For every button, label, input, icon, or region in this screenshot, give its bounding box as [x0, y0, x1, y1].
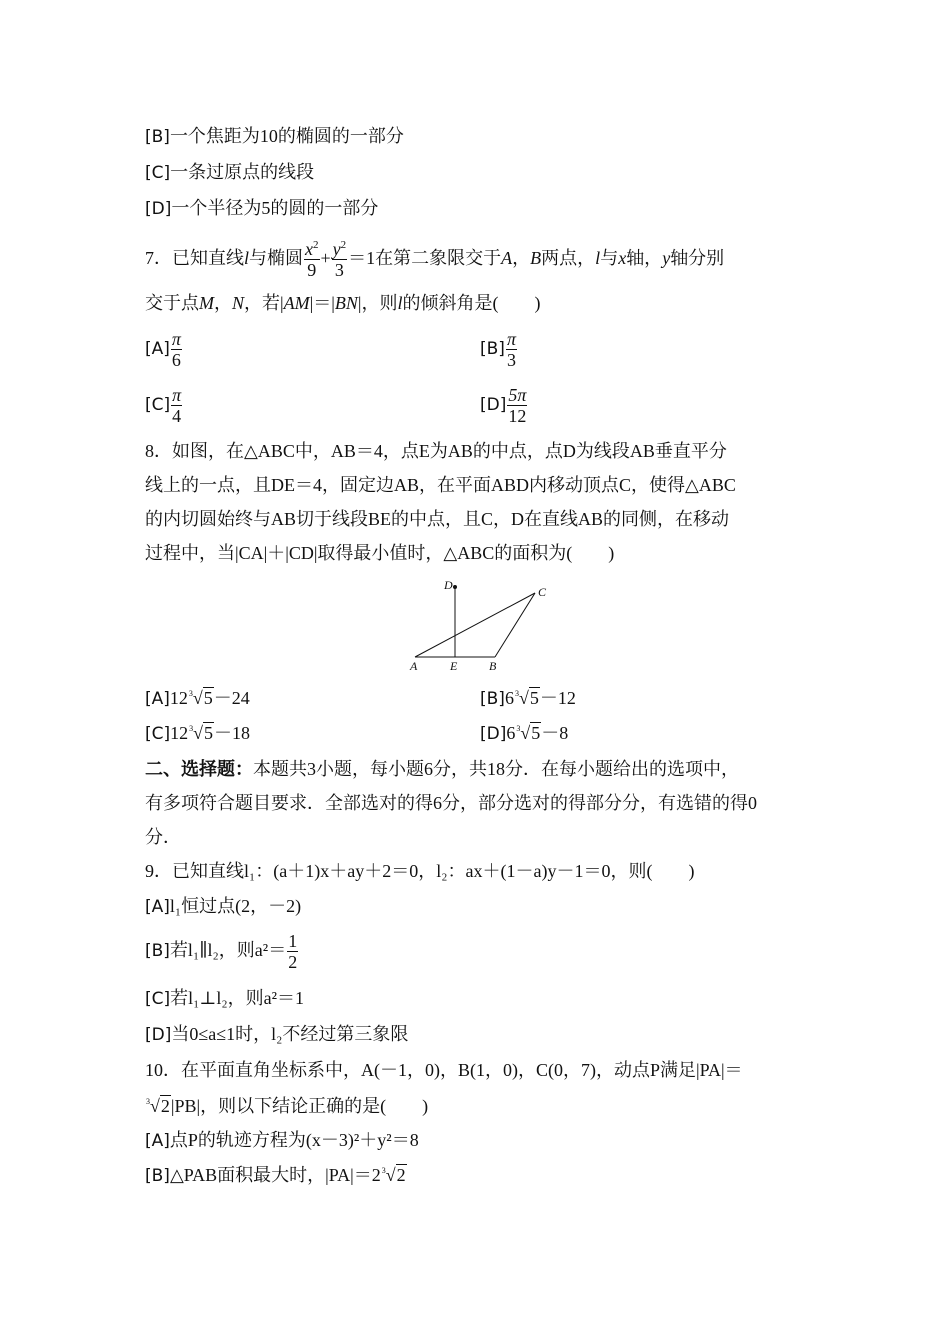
fraction	[507, 385, 527, 426]
root-index: 3	[189, 724, 194, 733]
coef: 12	[170, 723, 189, 743]
cube-root: 3 √2	[381, 1163, 407, 1187]
option-tag: [C]	[145, 163, 171, 183]
option-tag: [B]	[145, 1166, 170, 1186]
q8-stem-line3: 的内切圆始终与AB切于线段BE的中点，且C，D在直线AB的同侧，在移动	[145, 509, 730, 529]
stem-text: 与椭圆	[249, 248, 304, 268]
stem-text: 轴，	[626, 248, 663, 268]
root-index: 3	[188, 689, 193, 698]
option-text: 若l₁⊥l₂，则a²＝1	[170, 988, 305, 1008]
section-text: 本题共3小题，每小题6分，共18分．在每小题给出的选项中，	[253, 759, 739, 779]
label-c: C	[538, 585, 547, 599]
q9-option-c	[145, 986, 304, 1011]
label-b: B	[489, 659, 497, 673]
option-text: l₁恒过点(2，－2)	[169, 896, 302, 916]
punct: ，	[214, 293, 232, 313]
q9-option-b	[145, 930, 299, 972]
var-b: B	[530, 248, 542, 268]
var-am: AM	[283, 293, 310, 313]
radicand: 5	[204, 723, 214, 743]
q7-option-c	[145, 384, 183, 426]
radicand: 2	[160, 1096, 170, 1116]
radicand: 5	[531, 723, 541, 743]
punct: ，	[512, 248, 531, 268]
fraction	[506, 329, 517, 370]
stem-text: |PB|，则以下结论正确的是( )	[170, 1096, 429, 1116]
var-l: l	[397, 293, 403, 313]
q9-option-d	[145, 1022, 408, 1047]
segment-ac	[415, 593, 535, 657]
fraction	[171, 329, 182, 370]
option-tag: [C]	[145, 724, 171, 744]
coef: 6	[506, 723, 516, 743]
q10-stem-line1: 10．在平面直角坐标系中，A(－1，0)，B(1，0)，C(0，7)，动点P满足|PA|＝	[145, 1060, 743, 1080]
q10-option-a	[145, 1128, 419, 1153]
stem-text: ，若|	[244, 293, 284, 313]
exponent: 2	[313, 239, 319, 252]
root-index: 3	[516, 724, 521, 733]
fraction-y2-3	[332, 239, 348, 280]
tail: －8	[541, 723, 569, 743]
coef: 12	[169, 688, 188, 708]
numerator: π	[506, 329, 516, 350]
triangle-figure	[405, 578, 555, 678]
q8-option-c	[145, 721, 250, 746]
stem-text: 已知直线	[172, 248, 244, 268]
cube-root: 3 √5	[515, 721, 541, 745]
cube-root: 3 √5	[514, 686, 540, 710]
option-text: 若l₁∥l₂，则a²＝	[169, 940, 287, 960]
option-tag: [B]	[145, 127, 170, 147]
tail: －24	[213, 688, 250, 708]
option-tag: [B]	[480, 339, 505, 359]
q10-stem-line2	[145, 1094, 428, 1118]
denominator: 9	[307, 260, 317, 281]
option-text: △PAB面积最大时，|PA|＝2	[169, 1165, 381, 1185]
section2-line3: 分．	[145, 827, 181, 847]
var-l: l	[244, 248, 250, 268]
denominator: 3	[506, 350, 516, 371]
option-tag: [B]	[145, 941, 170, 961]
var-m: M	[199, 293, 214, 313]
var-y: y	[662, 248, 671, 268]
point-d	[453, 585, 457, 589]
option-tag: [A]	[145, 339, 170, 359]
stem-text: 的倾斜角是( )	[402, 293, 541, 313]
denominator: 2	[288, 952, 298, 973]
q8-option-d	[480, 721, 568, 746]
stem-text: 两点，	[541, 248, 596, 268]
label-e: E	[450, 659, 458, 673]
var-bn: BN	[334, 293, 358, 313]
option-tag: [C]	[145, 989, 171, 1009]
root-index: 3	[381, 1166, 386, 1175]
stem-text: ＝1在第二象限交于	[348, 248, 502, 268]
option-tag: [D]	[145, 199, 172, 219]
q8-option-b	[480, 686, 576, 711]
numerator: y	[332, 239, 341, 260]
q8-stem-line2: 线上的一点，且DE＝4，固定边AB，在平面ABD内移动顶点C，使得△ABC	[145, 475, 736, 495]
var-x: x	[618, 248, 627, 268]
section-title: 二、选择题：	[145, 759, 253, 779]
q9-option-a	[145, 894, 301, 919]
var-l: l	[595, 248, 601, 268]
label-d: D	[444, 578, 453, 592]
numerator: 1	[288, 931, 298, 952]
radicand: 5	[529, 688, 539, 708]
radicand: 5	[203, 688, 213, 708]
q6-option-c	[145, 160, 314, 185]
option-tag: [A]	[145, 897, 170, 917]
coef: 6	[504, 688, 514, 708]
q8-stem-line1: 8．如图，在△ABC中，AB＝4，点E为AB的中点，点D为线段AB垂直平分	[145, 441, 727, 461]
label-a: A	[410, 659, 418, 673]
var-n: N	[232, 293, 245, 313]
stem-text: 与	[600, 248, 619, 268]
cube-root: 3 √2	[145, 1094, 171, 1118]
var-a: A	[501, 248, 513, 268]
option-text: 当0≤a≤1时，l₂不经过第三象限	[171, 1024, 409, 1044]
q7-option-a	[145, 328, 183, 370]
numerator: 5π	[508, 385, 527, 406]
denominator: 12	[508, 406, 527, 427]
fraction	[171, 385, 182, 426]
q8-stem-line4: 过程中，当|CA|＋|CD|取得最小值时，△ABC的面积为( )	[145, 543, 615, 563]
option-tag: [D]	[480, 395, 507, 415]
stem-text: 轴分别	[670, 248, 725, 268]
section2-heading	[145, 757, 739, 781]
q7-stem-line1	[145, 238, 724, 280]
numerator: π	[172, 385, 182, 406]
option-text: 一个半径为5的圆的一部分	[171, 198, 379, 218]
cube-root: 3 √5	[188, 721, 214, 745]
option-tag: [C]	[145, 395, 171, 415]
option-text: 点P的轨迹方程为(x－3)²＋y²＝8	[169, 1130, 419, 1150]
option-text: 一个焦距为10的椭圆的一部分	[169, 126, 404, 146]
q6-option-d	[145, 196, 378, 221]
exponent: 2	[340, 239, 347, 252]
q7-option-d	[480, 384, 528, 426]
numerator: x	[305, 239, 314, 260]
q7-option-b	[480, 328, 518, 370]
denominator: 4	[172, 406, 182, 427]
q6-option-b	[145, 124, 404, 149]
question-number: 7．	[145, 248, 172, 268]
stem-text: |＝|	[309, 293, 335, 313]
stem-text: |，则	[357, 293, 398, 313]
plus-sign: +	[320, 248, 331, 268]
radicand: 2	[396, 1165, 406, 1185]
cube-root: 3 √5	[188, 686, 214, 710]
stem-text: 交于点	[145, 293, 199, 313]
denominator: 3	[334, 260, 344, 281]
option-tag: [B]	[480, 689, 505, 709]
q8-option-a	[145, 686, 250, 711]
option-tag: [A]	[145, 1131, 170, 1151]
tail: －12	[539, 688, 576, 708]
tail: －18	[214, 723, 251, 743]
section2-line2: 有多项符合题目要求．全部选对的得6分，部分选对的得部分分，有选错的得0	[145, 793, 757, 813]
numerator: π	[171, 329, 181, 350]
option-text: 一条过原点的线段	[170, 162, 315, 182]
option-tag: [D]	[145, 1025, 172, 1045]
fraction-x2-9	[304, 239, 320, 280]
q7-stem-line2	[145, 291, 540, 315]
q9-stem: 9．已知直线l₁：(a＋1)x＋ay＋2＝0，l₂：ax＋(1－a)y－1＝0，则( )	[145, 861, 695, 881]
root-index: 3	[514, 689, 519, 698]
q10-option-b	[145, 1163, 407, 1188]
root-index: 3	[146, 1097, 150, 1106]
option-tag: [A]	[145, 689, 170, 709]
denominator: 6	[171, 350, 181, 371]
fraction-half	[287, 931, 298, 972]
segment-bc	[495, 593, 535, 657]
option-tag: [D]	[480, 724, 507, 744]
